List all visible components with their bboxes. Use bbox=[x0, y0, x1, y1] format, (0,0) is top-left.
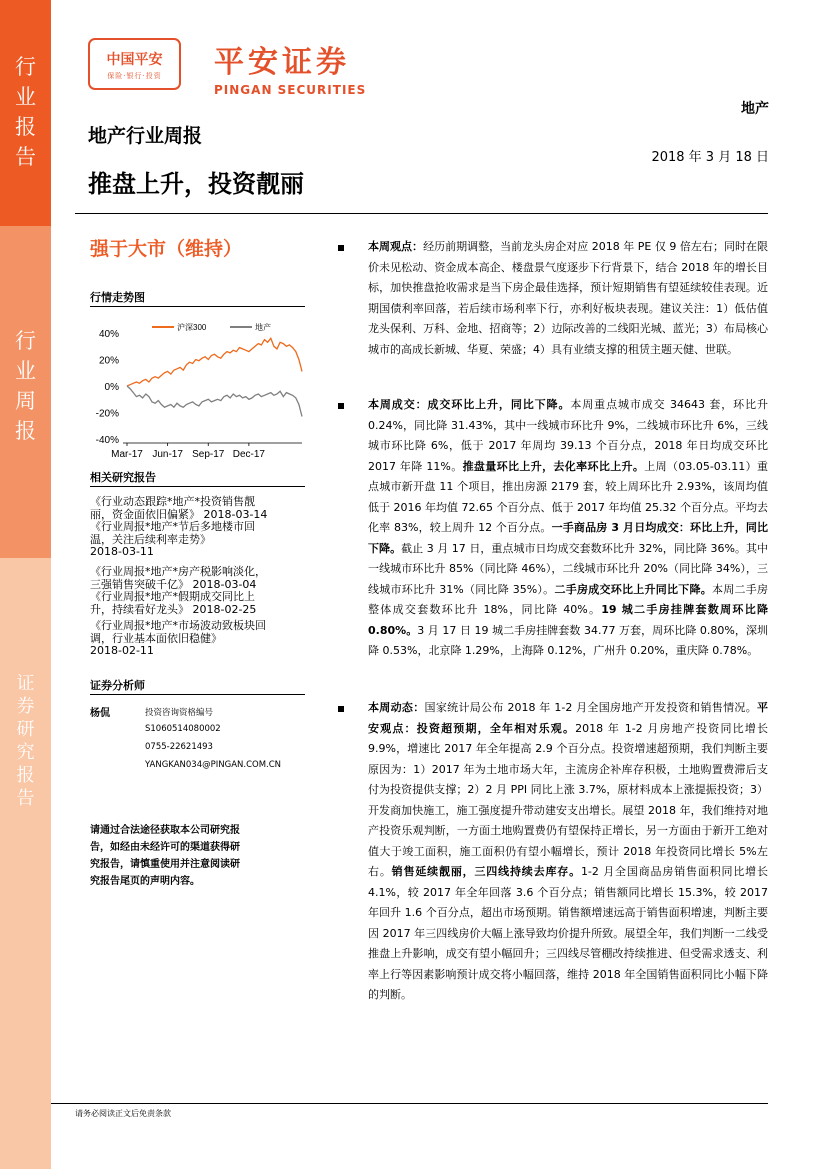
y-tick-label: 0% bbox=[104, 382, 119, 393]
sidebar-char: 业 bbox=[15, 359, 36, 383]
related-report-line: 《行业周报*地产*节后多地楼市回 bbox=[90, 520, 255, 533]
related-report-line: 《行业动态跟踪*地产*投资销售靓 bbox=[90, 495, 255, 508]
pingan-group-logo bbox=[88, 38, 181, 90]
analyst-phone: 0755-22621493 bbox=[145, 742, 213, 752]
bullet-weekly-view bbox=[338, 245, 344, 251]
chart-section-title: 行情走势图 bbox=[90, 291, 145, 304]
report-date: 2018 年 3 月 18 日 bbox=[651, 150, 769, 165]
y-tick-label: -40% bbox=[95, 435, 119, 446]
related-report-line: 《行业周报*地产*市场波动致板块回 bbox=[90, 619, 266, 632]
sidebar-char: 研 bbox=[16, 719, 35, 740]
sidebar-char: 周 bbox=[15, 389, 36, 413]
disclaimer-line: 请通过合法途径获取本公司研究报 bbox=[90, 825, 240, 836]
analyst-email: YANGKAN034@PINGAN.COM.CN bbox=[145, 760, 282, 770]
pingan-securities-logo-cn: 平安证券 bbox=[214, 45, 350, 80]
related-report-line: 2018-02-11 bbox=[90, 644, 154, 657]
analyst-name: 杨侃 bbox=[90, 708, 110, 719]
analyst-cert-label: 投资咨询资格编号 bbox=[145, 708, 214, 718]
sidebar-char: 告 bbox=[16, 788, 35, 809]
sidebar-label-industry-report bbox=[0, 52, 51, 172]
legend-label: 地产 bbox=[255, 323, 271, 332]
x-tick-label: Mar-17 bbox=[111, 449, 143, 460]
sidebar-char: 究 bbox=[16, 742, 35, 763]
related-report-line: 三强销售突破千亿》 2018-03-04 bbox=[90, 577, 257, 591]
sidebar-char: 行 bbox=[15, 55, 36, 79]
report-type-title: 地产行业周报 bbox=[88, 125, 203, 147]
chart-section-divider bbox=[90, 306, 305, 307]
weekly-view-text: 经历前期调整，当前龙头房企对应 2018 年 PE 仅 9 倍左右；同时在限价未见松动、资金成本高企、楼盘景气度逐步下行背景下，结合 2018 年的增长目标，加快推盘抢收需求是当下房企最佳选择，预计短期销售有望延续较佳表现。近期国债利率回落，若后续市场利率下行，亦利好板块表现。建议关注：1）低估值龙头保利、万科、金地、招商等；2）边际改善的二线阳光城、蓝光；3）布局核心城市的高成长新城、华夏、荣盛；4）具有业绩支撑的租赁主题天健、世联。 bbox=[368, 240, 768, 356]
pingan-securities-logo-en: PINGAN SECURITIES bbox=[214, 83, 367, 97]
footer-note: 请务必阅读正文后免责条款 bbox=[75, 1109, 171, 1118]
sidebar-label-industry-weekly bbox=[0, 326, 51, 446]
related-report-line: 《行业周报*地产*假期成交同比上 bbox=[90, 590, 255, 603]
y-tick-label: -20% bbox=[95, 408, 119, 420]
transactions-highlight-2: 一手商品房 3 月日均成交：环比上升，同比下降。 bbox=[368, 521, 769, 555]
disclaimer-line: 究报告，请慎重使用并注意阅读研 bbox=[90, 859, 240, 870]
transactions-highlight-3: 二手房成交环比上升同比下降。 bbox=[554, 582, 712, 596]
analyst-cert-number: S1060514080002 bbox=[145, 724, 221, 734]
weekly-view-label: 本周观点： bbox=[368, 240, 424, 253]
x-tick-label: Dec-17 bbox=[232, 449, 265, 460]
transactions-highlight-4: 19 城二手房挂牌套数周环比降 0.80%。 bbox=[368, 603, 769, 637]
transactions-highlight-1: 推盘量环比上升，去化率环比上升。 bbox=[462, 459, 645, 473]
related-report-line: 《行业周报*地产*房产税影响淡化， bbox=[90, 565, 266, 578]
related-report-line: 升，持续看好龙头》 2018-02-25 bbox=[90, 602, 257, 616]
disclaimer-line: 究报告尾页的声明内容。 bbox=[90, 876, 200, 887]
related-report-line: 调，行业基本面依旧稳健》 bbox=[90, 631, 222, 645]
bullet-weekly-transactions bbox=[338, 403, 344, 409]
transactions-text-5: 3 月 17 日 19 城二手房挂牌套数 34.77 万套，周环比降 0.80%，深圳降 0.53%，北京降 1.29%，上海降 0.12%，广州升 0.20%，重庆降 0.78%。 bbox=[368, 623, 768, 657]
related-report-line: 丽，资金面依旧偏紧》 2018-03-14 bbox=[90, 507, 268, 521]
sidebar-char: 业 bbox=[15, 85, 36, 109]
paragraph-weekly-transactions bbox=[368, 395, 768, 662]
sidebar-char: 报 bbox=[15, 419, 36, 443]
analyst-section-divider bbox=[90, 694, 305, 695]
series-line bbox=[127, 338, 302, 386]
market-trend-chart bbox=[90, 313, 308, 463]
pingan-group-logo-text: 中国平安 bbox=[106, 52, 163, 68]
footer-divider bbox=[51, 1103, 768, 1104]
bullet-weekly-news bbox=[338, 706, 344, 712]
sector-label: 地产 bbox=[741, 101, 769, 117]
legend-label: 沪深300 bbox=[177, 323, 207, 332]
sidebar-char: 报 bbox=[15, 115, 36, 139]
related-report-line: 温，关注后续利率走势》 bbox=[90, 532, 211, 546]
transactions-text-4: 本周二手房整体成交套数环比升 18%，同比降 40%。 bbox=[368, 582, 768, 616]
y-tick-label: 40% bbox=[98, 329, 119, 340]
sidebar-block-bottom bbox=[0, 558, 51, 1169]
access-disclaimer bbox=[90, 822, 290, 890]
sidebar-label-securities-research bbox=[0, 672, 51, 810]
header-divider bbox=[75, 213, 768, 214]
related-reports-divider bbox=[90, 486, 305, 487]
x-tick-label: Sep-17 bbox=[192, 449, 225, 460]
news-text-3: 1-2 月全国商品房销售面积同比增长 4.1%，较 2017 年全年回落 3.6 个百分点；销售额同比增长 15.3%，较 2017 年回升 1.6 个百分点，超出市场预期。销售额增速远高于销售面积增速，判断主要因 2017 年三四线房价大幅上涨导致均价提升所致。展望全年，我们判断一二线受推盘上升影响，成交有望小幅回升；三四线尽管棚改持续推进、但受需求透支、利率上行等因素影响预计成交将小幅回落，维持 2018 年全国销售面积同比小幅下降的判断。 bbox=[368, 865, 769, 1001]
transactions-text-1: 本周重点城市成交 34643 套，环比升 0.24%，同比降 31.43%，其中一线城市环比升 9%，二线城市环比升 6%，三线城市环比降 6%，低于 2017 年周均 39.13 个百分点，2018 年日均成交环比 2017 年降 11%。 bbox=[368, 398, 768, 473]
related-report-line: 2018-03-11 bbox=[90, 545, 154, 558]
news-highlight-2: 销售延续靓丽，三四线持续去库存。 bbox=[391, 865, 581, 878]
rating-label: 强于大市（维持） bbox=[90, 238, 243, 260]
report-headline: 推盘上升，投资靓丽 bbox=[88, 170, 304, 198]
related-reports-title: 相关研究报告 bbox=[90, 471, 156, 484]
disclaimer-line: 告，如经由未经许可的渠道获得研 bbox=[90, 842, 240, 853]
sidebar-char: 券 bbox=[16, 696, 35, 717]
y-tick-label: 20% bbox=[98, 355, 119, 367]
market-trend-chart-svg bbox=[90, 313, 308, 463]
x-tick-label: Jun-17 bbox=[152, 449, 183, 460]
news-label: 本周动态： bbox=[368, 701, 425, 714]
transactions-label: 本周成交：成交环比上升，同比下降。 bbox=[368, 398, 571, 411]
pingan-group-logo-subtext: 保险·银行·投资 bbox=[107, 72, 162, 80]
paragraph-weekly-news bbox=[368, 698, 768, 1006]
analyst-section-title: 证券分析师 bbox=[90, 679, 145, 692]
sidebar-char: 证 bbox=[16, 673, 35, 694]
news-text-2: 2018 年 1-2 月房地产投资同比增长 9.9%，增速比 2017 年全年提高 2.9 个百分点。投资增速超预期，我们判断主要原因为：1）2017 年为土地市场大年，主流房企补库存积极，土地购置费滞后支付为投资提供支撑；2）2 月 PPI 同比上涨 3.7%，原材料成本上涨提振投资；3）开发商加快施工，施工强度提升带动建安支出增长。展望 2018 年，我们维持对地产投资乐观判断，一方面土地购置费仍有望保持正增长，另一方面由于新开工绝对值大于竣工面积，施工面积仍有望小幅增长，预计 2018 年投资同比增长 5%左右。 bbox=[368, 721, 769, 878]
pingan-securities-logo bbox=[214, 37, 384, 95]
transactions-text-3: 截止 3 月 17 日，重点城市日均成交套数环比升 32%，同比降 36%。其中一线城市环比升 85%（同比降 46%），二线城市环比升 20%（同比降 34%），三线城市环比升 31%（同比降 35%）。 bbox=[368, 541, 769, 596]
sidebar-char: 行 bbox=[15, 329, 36, 353]
transactions-text-2: 上周（03.05-03.11）重点城市新开盘 11 个项目，推出房源 2179 套，较上周环比升 2.93%，该周均值低于 2016 年均值 72.65 个百分点、低于 2017 年均值 25.32 个百分点。平均去化率 83%，较上周升 12 个百分点。 bbox=[368, 459, 769, 534]
news-highlight-1: 平安观点：投资超预期，全年相对乐观。 bbox=[368, 701, 769, 735]
series-line bbox=[127, 386, 302, 417]
paragraph-weekly-view bbox=[368, 237, 768, 360]
sidebar-char: 报 bbox=[16, 765, 35, 786]
sidebar-char: 告 bbox=[15, 145, 36, 169]
news-text-1: 国家统计局公布 2018 年 1-2 月全国房地产开发投资和销售情况。 bbox=[424, 701, 758, 714]
